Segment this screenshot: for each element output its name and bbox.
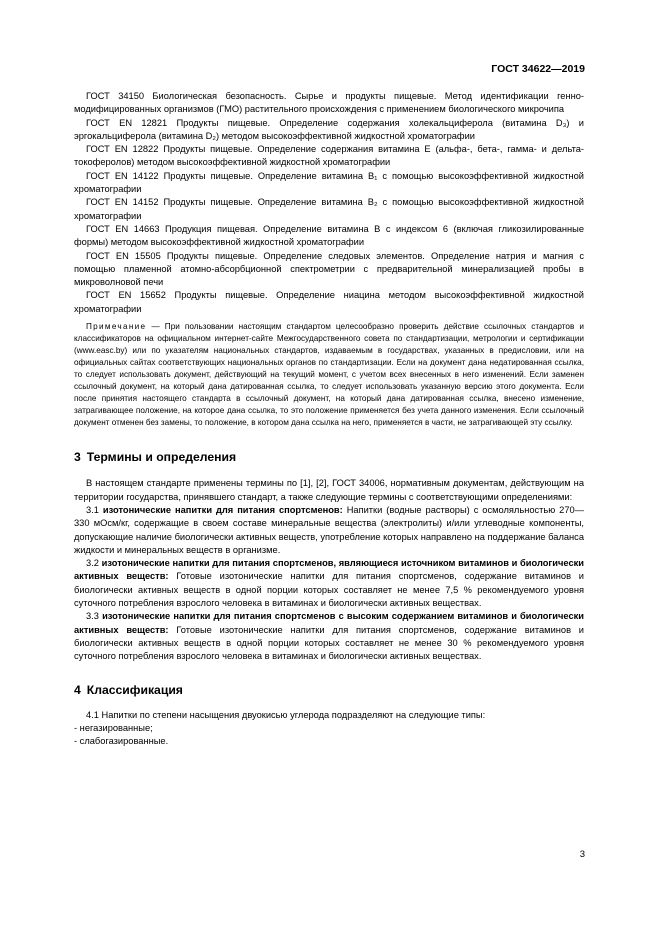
section-number: 4 (74, 682, 81, 697)
definition: Напитки (водные растворы) с осмоляльностью 270—330 мОсм/кг, содержащие в своем составе минеральные вещества (электролиты) и/или углеводные компоненты, допускающие наличие биологически активных веществ, употребление которых направлено на поддержание баланса жидкости и минеральных веществ в организме. (74, 504, 584, 555)
reference-item: ГОСТ EN 12821 Продукты пищевые. Определение содержания холекальциферола (витамина D₃) и эргокальциферола (витамина D₂) методом высокоэффективной жидкостной хроматографии (74, 117, 584, 141)
clause-number: 3.2 (86, 558, 99, 569)
definition: Готовые изотонические напитки для питания спортсменов, содержание витаминов и биологически активных веществ в одной порции которых составляет не менее 7,5 % рекомендуемого уровня суточного потребления взрослого человека в витаминах и биологически активных веществах. (74, 571, 584, 609)
note-label: Примечание (86, 322, 147, 332)
reference-item: ГОСТ EN 14152 Продукты пищевые. Определение витамина B₂ с помощью высокоэффективной жидкостной хроматографии (74, 197, 584, 221)
page-body (74, 90, 584, 749)
reference-item: ГОСТ EN 12822 Продукты пищевые. Определение содержания витамина Е (альфа-, бета-, гамма- и дельта-токоферолов) методом высокоэффективной жидкостной хроматографии (74, 144, 584, 168)
definition: Готовые изотонические напитки для питания спортсменов, содержание витаминов и биологически активных веществ в одной порции которых составляет не менее 30 % рекомендуемого уровня суточного потребления взрослого человека в витаминах и биологически активных веществах. (74, 624, 584, 662)
page-number: 3 (579, 849, 585, 860)
term: изотонические напитки для питания спортсменов с высоким содержанием витаминов и биологически активных веществ: (74, 611, 584, 635)
section-3-intro: В настоящем стандарте применены термины по [1], [2], ГОСТ 34006, нормативным документам, действующим на территории государства, принявшего стандарт, а также следующие термины с соответствующими определениями: (74, 478, 584, 502)
clause-number: 3.1 (86, 504, 99, 515)
reference-item: ГОСТ EN 14663 Продукция пищевая. Определение витамина B с индексом 6 (включая гликозилированные формы) методом высокоэффективной жидкостной хроматографии (74, 223, 584, 248)
section-number: 3 (74, 450, 81, 465)
section-3-heading (74, 451, 584, 464)
term: изотонические напитки для питания спортсменов: (102, 504, 343, 515)
definition-3-2 (74, 557, 584, 610)
section-4-heading (74, 684, 584, 697)
clause-number: 3.3 (86, 611, 99, 622)
reference-item: ГОСТ EN 15505 Продукты пищевые. Определение следовых элементов. Определение натрия и магния с помощью пламенной атомно-абсорбционной спектрометрии с предварительной минерализацией пробы в микроволновой печи (74, 250, 584, 288)
reference-item: ГОСТ EN 14122 Продукты пищевые. Определение витамина B₁ с помощью высокоэффективной жидкостной хроматографии (74, 170, 584, 195)
reference-item: ГОСТ EN 15652 Продукты пищевые. Определение ниацина методом высокоэффективной жидкостной хроматографии (74, 290, 584, 314)
reference-item: ГОСТ 34150 Биологическая безопасность. Сырье и продукты пищевые. Метод идентификации генно-модифицированных организмов (ГМО) растительного происхождения с применением биологического микрочипа (74, 91, 584, 115)
term: изотонические напитки для питания спортсменов, являющиеся источником витаминов и биологически активных веществ: (74, 558, 584, 582)
section-title: Классификация (86, 682, 183, 697)
note-text: — При пользовании настоящим стандартом целесообразно проверить действие ссылочных стандартов и классификаторов на официальном интернет-сайте Межгосударственного совета по стандартизации, метрологии и сертификации (www.easc.by) или по указателям национальных стандартов, издаваемым в государствах, указанных в предисловии, или на официальных сайтах соответствующих национальных органов по стандартизации. Если на документ дана недатированная ссылка, то следует использовать документ, действующий на текущий момент, с учетом всех внесенных в него изменений. Если заменен ссылочный документ, на который дана датированная ссылка, то следует использовать указанную версию этого документа. Если после принятия настоящего стандарта в ссылочный документ, на который дана датированная ссылка, внесено изменение, затрагивающее положение, на которое дана ссылка, то это положение применяется без учета данного изменения. Если ссылочный документ отменен без замены, то положение, в котором дана ссылка на него, применяется в части, не затрагивающей эту ссылку. (74, 322, 584, 428)
list-item: - негазированные; (74, 723, 153, 734)
note (74, 321, 584, 429)
standard-designation: ГОСТ 34622—2019 (491, 63, 585, 75)
list-item: - слабогазированные. (74, 736, 169, 747)
definition-3-1 (74, 504, 584, 557)
section-4-intro: 4.1 Напитки по степени насыщения двуокисью углерода подразделяют на следующие типы: (86, 709, 486, 720)
definition-3-3 (74, 610, 584, 663)
section-title: Термины и определения (86, 450, 237, 465)
